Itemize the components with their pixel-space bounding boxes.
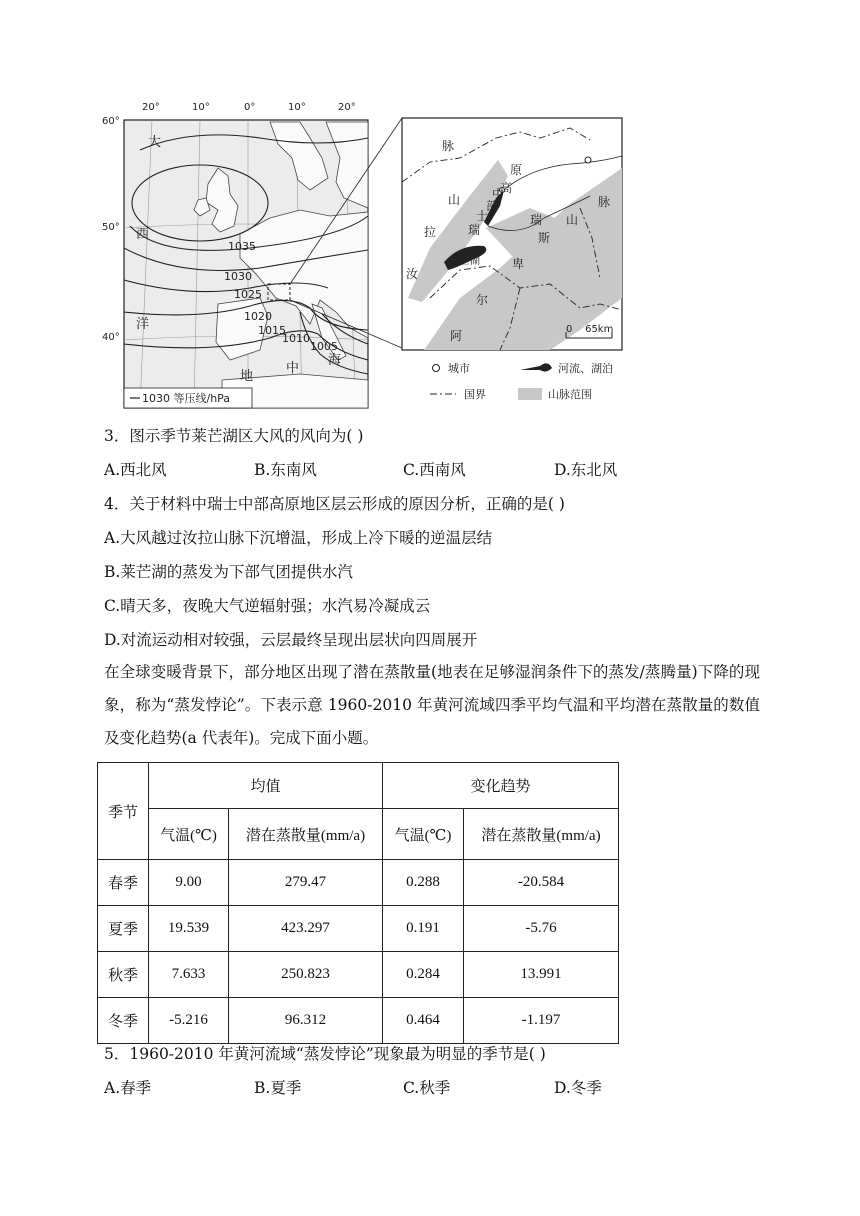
place-label: 中 xyxy=(286,361,300,376)
figure xyxy=(100,98,660,414)
map-label: 瑞 xyxy=(468,223,481,237)
legend-city: 城市 xyxy=(448,362,470,375)
lon-label: 10° xyxy=(192,102,210,113)
season-cell: 夏季 xyxy=(98,906,149,952)
lat-label: 40° xyxy=(102,332,120,343)
mean-header: 均值 xyxy=(149,763,383,809)
map-label: 汝 xyxy=(406,267,419,281)
place-label: 地 xyxy=(240,369,254,384)
map-label: 脉 xyxy=(598,195,611,209)
q5-option-c: C.秋季 xyxy=(403,1079,451,1097)
passage: 在全球变暖背景下，部分地区出现了潜在蒸散量(地表在足够湿润条件下的蒸发/蒸腾量)下降的现象，称为“蒸发悖论”。下表示意 1960-2010 年黄河流域四季平均气温和平均潜在蒸散量的数值及变化趋势(a 代表年)。完成下面小题。 xyxy=(104,663,760,747)
table-row xyxy=(98,906,619,952)
isobar-legend: 1030 等压线/hPa xyxy=(142,392,231,405)
trend-header: 变化趋势 xyxy=(383,763,619,809)
legend-border: 国界 xyxy=(464,388,486,401)
value-cell: 7.633 xyxy=(149,952,229,998)
question-5-stem: 5．1960-2010 年黄河流域“蒸发悖论”现象最为明显的季节是( ) xyxy=(104,1045,546,1063)
lon-label: 20° xyxy=(142,102,160,113)
map-label: 原 xyxy=(510,163,523,177)
isobar-label: 1020 xyxy=(244,310,272,323)
q5-option-a: A.春季 xyxy=(104,1079,152,1097)
value-cell: 0.191 xyxy=(383,906,464,952)
place-label: 海 xyxy=(328,353,342,368)
map-label: 拉 xyxy=(424,225,437,239)
lon-label: 10° xyxy=(288,102,306,113)
sub-header: 气温(℃) xyxy=(383,809,464,860)
map-label: 卑 xyxy=(512,257,525,271)
table-row xyxy=(98,860,619,906)
value-cell: -1.197 xyxy=(464,998,619,1044)
value-cell: 279.47 xyxy=(229,860,383,906)
map-legend xyxy=(430,361,613,401)
sub-header: 气温(℃) xyxy=(149,809,229,860)
map-label: 山 xyxy=(448,193,461,207)
value-cell: -20.584 xyxy=(464,860,619,906)
season-cell: 春季 xyxy=(98,860,149,906)
table-row xyxy=(98,952,619,998)
q3-option-d: D.东北风 xyxy=(554,461,618,479)
value-cell: 96.312 xyxy=(229,998,383,1044)
left-map xyxy=(102,102,368,408)
legend-mountain: 山脉范围 xyxy=(548,388,592,401)
map-figure xyxy=(100,98,660,414)
lat-label: 60° xyxy=(102,116,120,127)
sub-header: 潜在蒸散量(mm/a) xyxy=(464,809,619,860)
map-label: 脉 xyxy=(442,139,455,153)
isobar-label: 1030 xyxy=(224,270,252,283)
map-label: 瑞 xyxy=(530,213,543,227)
scale-label: 0 65km xyxy=(566,324,614,335)
map-label: 莱芒湖 xyxy=(450,256,480,267)
season-cell: 冬季 xyxy=(98,998,149,1044)
map-label: 高 xyxy=(500,181,513,195)
lon-label: 0° xyxy=(244,102,256,113)
map-label: 山 xyxy=(566,213,579,227)
value-cell: 423.297 xyxy=(229,906,383,952)
value-cell: 0.284 xyxy=(383,952,464,998)
q5-option-d: D.冬季 xyxy=(554,1079,602,1097)
question-3-stem: 3．图示季节莱芒湖区大风的风向为( ) xyxy=(104,427,364,445)
season-header: 季节 xyxy=(98,763,149,860)
lon-label: 20° xyxy=(338,102,356,113)
sub-header: 潜在蒸散量(mm/a) xyxy=(229,809,383,860)
map-label: 尔 xyxy=(476,293,489,307)
value-cell: 0.464 xyxy=(383,998,464,1044)
right-map xyxy=(402,118,622,350)
value-cell: 13.991 xyxy=(464,952,619,998)
map-label: 中 xyxy=(492,187,505,201)
map-label: 斯 xyxy=(538,231,551,245)
season-cell: 秋季 xyxy=(98,952,149,998)
lat-label: 50° xyxy=(102,222,120,233)
q4-option-a: A.大风越过汝拉山脉下沉增温，形成上冷下暖的逆温层结 xyxy=(104,529,493,547)
place-label: 洋 xyxy=(136,317,150,332)
value-cell: 9.00 xyxy=(149,860,229,906)
value-cell: 19.539 xyxy=(149,906,229,952)
table-row xyxy=(98,998,619,1044)
data-table xyxy=(97,762,619,1044)
q4-option-b: B.莱芒湖的蒸发为下部气团提供水汽 xyxy=(104,563,353,581)
place-label: 大 xyxy=(148,135,162,150)
value-cell: -5.76 xyxy=(464,906,619,952)
map-label: 阿 xyxy=(450,329,463,343)
value-cell: 250.823 xyxy=(229,952,383,998)
q5-option-b: B.夏季 xyxy=(254,1079,302,1097)
q4-option-c: C.晴天多，夜晚大气逆辐射强；水汽易冷凝成云 xyxy=(104,597,431,615)
isobar-label: 1025 xyxy=(234,288,262,301)
legend-river-lake: 河流、湖泊 xyxy=(558,362,613,375)
question-4-stem: 4．关于材料中瑞士中部高原地区层云形成的原因分析，正确的是( ) xyxy=(104,495,565,513)
q4-option-d: D.对流运动相对较强，云层最终呈现出层状向四周展开 xyxy=(104,631,478,649)
isobar-label: 1035 xyxy=(228,240,256,253)
map-label: 部 xyxy=(486,199,499,213)
q3-option-a: A.西北风 xyxy=(104,461,167,479)
q3-option-b: B.东南风 xyxy=(254,461,317,479)
value-cell: 0.288 xyxy=(383,860,464,906)
isobar-label: 1015 xyxy=(258,324,286,337)
map-label: 士 xyxy=(476,209,489,223)
q3-option-c: C.西南风 xyxy=(403,461,466,479)
value-cell: -5.216 xyxy=(149,998,229,1044)
place-label: 西 xyxy=(136,227,150,242)
isobar-label: 1005 xyxy=(310,340,338,353)
isobar-label: 1010 xyxy=(282,332,310,345)
